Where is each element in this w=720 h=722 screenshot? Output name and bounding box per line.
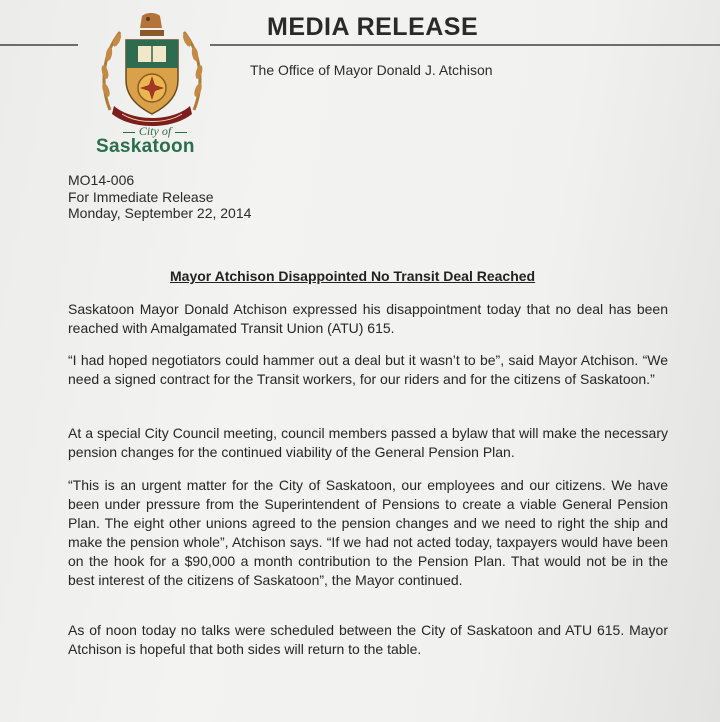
header-rule-left: [0, 44, 78, 46]
article-paragraph: Saskatoon Mayor Donald Atchison expressed his disappointment today that no deal has been reached with Amalgamated Transit Union (ATU) 615.: [68, 301, 668, 336]
article-paragraph: At a special City Council meeting, council members passed a bylaw that will make the necessary pension changes for the continued viability of the General Pension Plan.: [68, 425, 668, 460]
release-date: Monday, September 22, 2014: [68, 205, 252, 221]
city-name-label: Saskatoon: [96, 136, 195, 157]
page-title: MEDIA RELEASE: [267, 13, 479, 41]
article-paragraph: “I had hoped negotiators could hammer out a deal but it wasn’t to be”, said Mayor Atchison. “We need a signed contract for the Transit workers, for our riders and for the citizens of Saskatoon.”: [68, 352, 668, 387]
header-rule-right: [210, 44, 720, 46]
article-paragraph: “This is an urgent matter for the City of Saskatoon, our employees and our citizens. We have been under pressure from the Superintendent of Pensions to create a viable General Pension Plan. The eight other unions agreed to the pension changes and we need to right the ship and make the pension whole”, Atchison says. “If we had not acted today, taxpayers would have been on the hook for a $90,000 a month contribution to the Pension Plan. That would not be in the best interest of the citizens of Saskatoon”, the Mayor continued.: [68, 477, 668, 588]
release-meta: [68, 172, 251, 222]
office-subtitle: The Office of Mayor Donald J. Atchison: [250, 62, 493, 78]
release-number: MO14-006: [68, 172, 135, 188]
city-crest-logo: [92, 10, 212, 132]
article-title: Mayor Atchison Disappointed No Transit Deal Reached: [170, 268, 536, 284]
city-of-label: City of: [110, 124, 200, 139]
article-paragraph: As of noon today no talks were scheduled between the City of Saskatoon and ATU 615. Mayor Atchison is hopeful that both sides will return to the table.: [68, 622, 668, 657]
release-type: For Immediate Release: [68, 188, 214, 205]
